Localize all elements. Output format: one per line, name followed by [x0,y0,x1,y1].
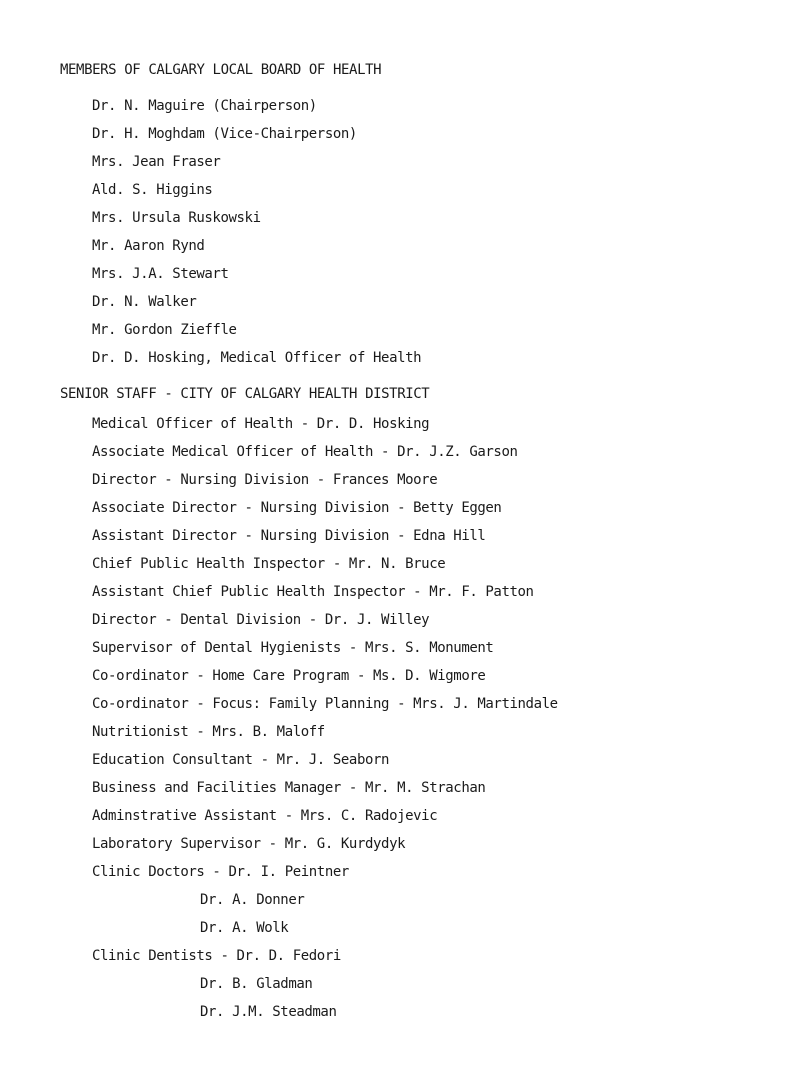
staff-entry: Chief Public Health Inspector - Mr. N. Bruce [92,556,446,572]
board-member: Mr. Gordon Zieffle [92,322,237,338]
staff-heading: SENIOR STAFF - CITY OF CALGARY HEALTH DISTRICT [60,386,430,402]
staff-entry-continued: Dr. J.M. Steadman [200,1004,337,1020]
board-member: Dr. D. Hosking, Medical Officer of Health [92,350,422,366]
staff-entry: Director - Dental Division - Dr. J. Willey [92,612,430,628]
staff-entry: Laboratory Supervisor - Mr. G. Kurdydyk [92,836,406,852]
staff-entry: Director - Nursing Division - Frances Moore [92,472,438,488]
board-member: Mr. Aaron Rynd [92,238,205,254]
board-member: Mrs. Jean Fraser [92,154,221,170]
staff-entry: Clinic Dentists - Dr. D. Fedori [92,948,341,964]
staff-entry: Supervisor of Dental Hygienists - Mrs. S. Monument [92,640,494,656]
staff-entry: Associate Director - Nursing Division - Betty Eggen [92,500,502,516]
staff-entry: Business and Facilities Manager - Mr. M. Strachan [92,780,486,796]
board-heading: MEMBERS OF CALGARY LOCAL BOARD OF HEALTH [60,62,382,78]
staff-entry: Clinic Doctors - Dr. I. Peintner [92,864,349,880]
staff-entry: Associate Medical Officer of Health - Dr. J.Z. Garson [92,444,518,460]
staff-entry: Adminstrative Assistant - Mrs. C. Radojevic [92,808,438,824]
staff-entry: Nutritionist - Mrs. B. Maloff [92,724,325,740]
board-member: Dr. H. Moghdam (Vice-Chairperson) [92,126,357,142]
board-member: Mrs. Ursula Ruskowski [92,210,261,226]
staff-entry: Co-ordinator - Focus: Family Planning - Mrs. J. Martindale [92,696,558,712]
staff-entry: Medical Officer of Health - Dr. D. Hosking [92,416,430,432]
board-member: Ald. S. Higgins [92,182,213,198]
staff-entry: Co-ordinator - Home Care Program - Ms. D. Wigmore [92,668,486,684]
staff-entry: Education Consultant - Mr. J. Seaborn [92,752,390,768]
board-member: Dr. N. Maguire (Chairperson) [92,98,317,114]
board-member: Mrs. J.A. Stewart [92,266,229,282]
staff-entry: Assistant Director - Nursing Division - Edna Hill [92,528,486,544]
board-member: Dr. N. Walker [92,294,197,310]
staff-entry: Assistant Chief Public Health Inspector - Mr. F. Patton [92,584,534,600]
staff-entry-continued: Dr. A. Wolk [200,920,289,936]
staff-entry-continued: Dr. B. Gladman [200,976,313,992]
staff-entry-continued: Dr. A. Donner [200,892,305,908]
